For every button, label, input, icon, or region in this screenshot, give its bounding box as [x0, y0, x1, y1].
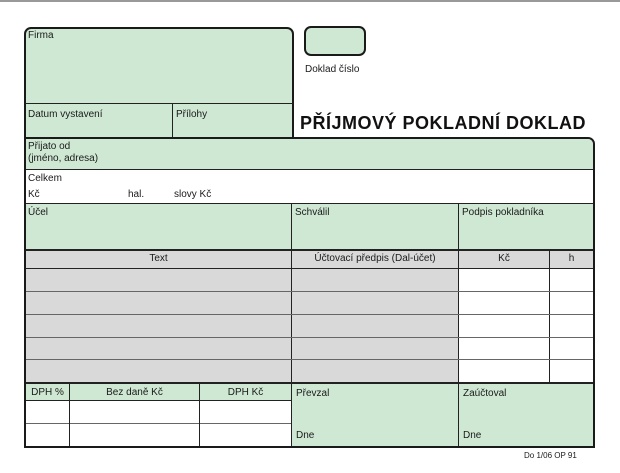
- doc-number-label: Doklad číslo: [305, 64, 360, 75]
- col-predpis-header: Účtovací předpis (Dal-účet): [314, 253, 436, 264]
- table-col-divider-3: [549, 251, 550, 382]
- table-row: [26, 359, 593, 360]
- ucel-schvalil-divider: [291, 204, 292, 249]
- prijato-bottom-line: [26, 169, 593, 170]
- schvalil-podpis-divider: [458, 204, 459, 249]
- dph-kc-label: DPH Kč: [227, 387, 264, 398]
- prevzal-label: Převzal: [296, 388, 330, 399]
- col-kc-header: Kč: [498, 253, 510, 264]
- celkem-label: Celkem: [28, 173, 62, 184]
- schvalil-label: Schválil: [295, 207, 330, 218]
- dph-pct-label: DPH %: [31, 387, 64, 398]
- dne-label-zauctoval: Dne: [463, 430, 482, 441]
- slovy-label: slovy Kč: [174, 189, 212, 200]
- table-col-divider-2: [458, 251, 459, 382]
- prilohy-label: Přílohy: [176, 109, 208, 120]
- doc-number-box: [304, 26, 366, 56]
- table-row: [26, 337, 593, 338]
- table-row: [26, 314, 593, 315]
- prijato-label-2: (jméno, adresa): [28, 153, 99, 164]
- firma-block: [24, 27, 294, 139]
- firma-label: Firma: [28, 30, 54, 41]
- prevzal-band: [292, 384, 593, 446]
- dne-label-prevzal: Dne: [296, 430, 315, 441]
- datum-prilohy-divider: [172, 103, 173, 138]
- zauctoval-label: Zaúčtoval: [463, 388, 507, 399]
- form-code: Do 1/06 OP 91: [524, 451, 577, 460]
- hal-label: hal.: [128, 189, 145, 200]
- podpis-label: Podpis pokladníka: [462, 207, 544, 218]
- col-text-header: Text: [149, 253, 168, 264]
- prevzal-left-divider: [291, 384, 292, 446]
- dph-row-line: [26, 423, 291, 424]
- datum-label: Datum vystavení: [28, 109, 103, 120]
- dph-header-line: [26, 400, 291, 401]
- kc-label: Kč: [28, 189, 40, 200]
- form-title: PŘÍJMOVÝ POKLADNÍ DOKLAD: [300, 113, 587, 133]
- bez-dane-label: Bez daně Kč: [106, 387, 163, 398]
- prijato-band: [26, 139, 593, 169]
- prijato-label-1: Přijato od: [28, 141, 71, 152]
- table-body-left: [26, 269, 458, 382]
- table-col-divider-1: [291, 251, 292, 382]
- table-row: [26, 291, 593, 292]
- col-h-header: h: [568, 253, 575, 264]
- top-edge-line: [0, 0, 620, 2]
- prevzal-zauctoval-divider: [458, 384, 459, 446]
- ucel-label: Účel: [28, 207, 49, 218]
- datum-divider: [25, 103, 293, 104]
